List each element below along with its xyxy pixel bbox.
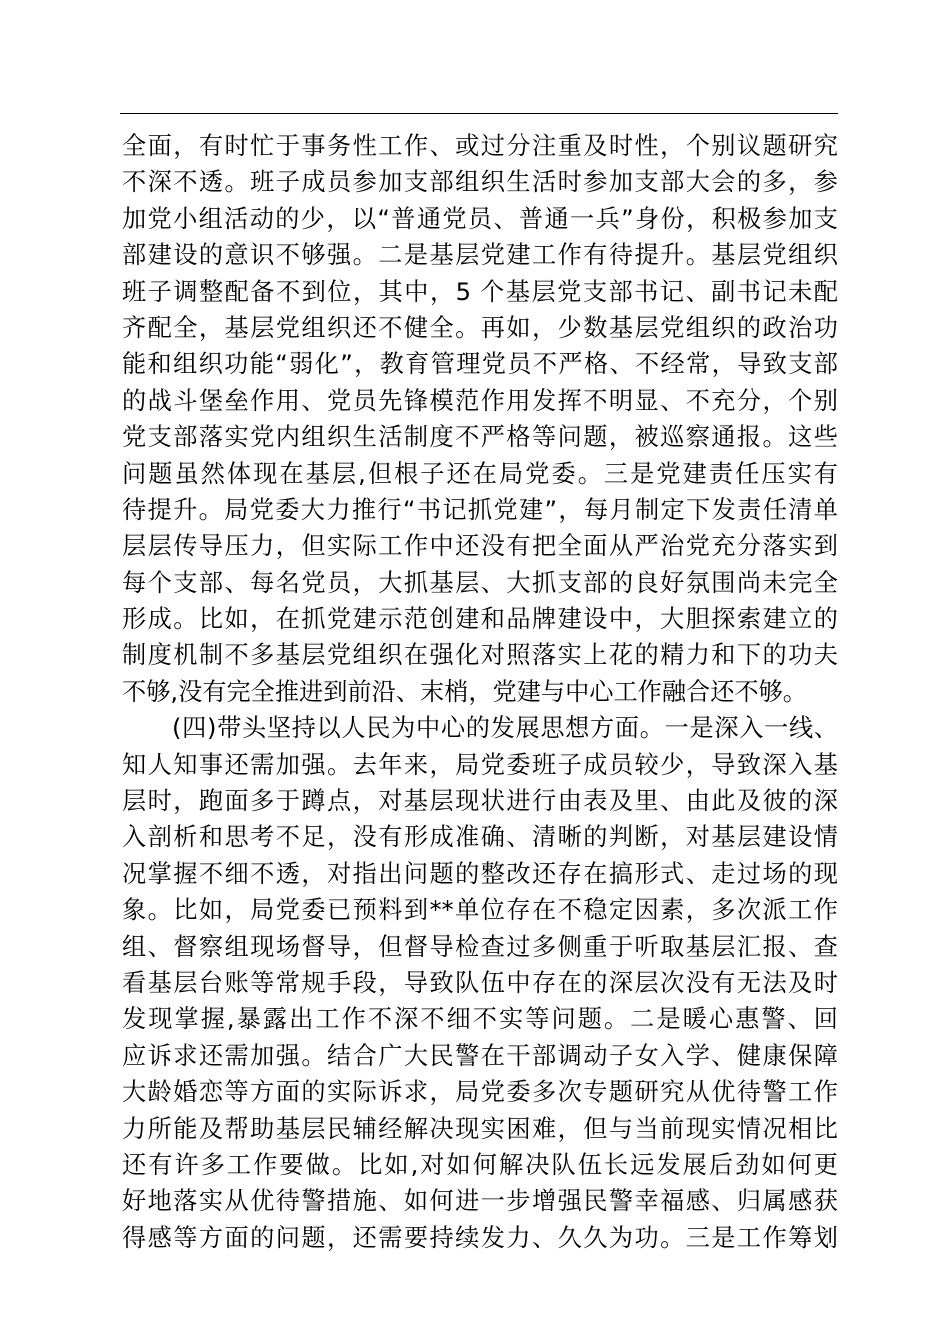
text-line: 能和组织功能“弱化”，教育管理党员不严格、不经常，导致支部 bbox=[122, 350, 838, 379]
text-line: 齐配全，基层党组织还不健全。再如，少数基层党组织的政治功 bbox=[122, 313, 838, 342]
text-line: 每个支部、每名党员，大抓基层、大抓支部的良好氛围尚未完全 bbox=[122, 568, 838, 597]
text-line: 力所能及帮助基层民辅经解决现实困难，但与当前现实情况相比 bbox=[122, 1114, 838, 1143]
text-line: 层层传导压力，但实际工作中还没有把全面从严治党充分落实到 bbox=[122, 532, 838, 561]
text-line: 待提升。局党委大力推行“书记抓党建”，每月制定下发责任清单 bbox=[122, 495, 838, 524]
text-line: 得感等方面的问题，还需要持续发力、久久为功。三是工作筹划 bbox=[122, 1223, 838, 1252]
text-line: 形成。比如，在抓党建示范创建和品牌建设中，大胆探索建立的 bbox=[122, 605, 838, 634]
text-line: 大龄婚恋等方面的实际诉求，局党委多次专题研究从优待警工作 bbox=[122, 1078, 838, 1107]
text-line: 发现掌握,暴露出工作不深不细不实等问题。二是暖心惠警、回 bbox=[122, 1005, 838, 1034]
text-line: 的战斗堡垒作用、党员先锋模范作用发挥不明显、不充分，个别 bbox=[122, 386, 838, 415]
text-line: 应诉求还需加强。结合广大民警在干部调动子女入学、健康保障 bbox=[122, 1041, 838, 1070]
text-line: 还有许多工作要做。比如,对如何解决队伍长远发展后劲如何更 bbox=[122, 1150, 838, 1179]
text-line: 党支部落实党内组织生活制度不严格等问题，被巡察通报。这些 bbox=[122, 423, 838, 452]
text-line: 知人知事还需加强。去年来，局党委班子成员较少，导致深入基 bbox=[122, 750, 838, 779]
paragraph-end-line: 不够,没有完全推进到前沿、末梢，党建与中心工作融合还不够。 bbox=[122, 677, 807, 706]
text-line: 况掌握不细不透，对指出问题的整改还存在搞形式、走过场的现 bbox=[122, 859, 838, 888]
text-line: 象。比如，局党委已预料到**单位存在不稳定因素，多次派工作 bbox=[122, 896, 838, 925]
text-line: 全面，有时忙于事务性工作、或过分注重及时性，个别议题研究 bbox=[122, 132, 838, 160]
body-text bbox=[122, 128, 842, 1256]
text-line: 班子调整配备不到位，其中，5 个基层党支部书记、副书记未配 bbox=[122, 277, 838, 306]
section-heading-line: (四)带头坚持以人民为中心的发展思想方面。一是深入一线、 bbox=[172, 714, 838, 743]
text-line: 层时，跑面多于蹲点，对基层现状进行由表及里、由此及彼的深 bbox=[122, 787, 838, 816]
text-line: 问题虽然体现在基层,但根子还在局党委。三是党建责任压实有 bbox=[122, 459, 838, 488]
header-rule bbox=[120, 113, 838, 114]
text-line: 加党小组活动的少，以“普通党员、普通一兵”身份，积极参加支 bbox=[122, 204, 838, 233]
text-line: 不深不透。班子成员参加支部组织生活时参加支部大会的多，参 bbox=[122, 168, 838, 197]
text-line: 制度机制不多基层党组织在强化对照落实上花的精力和下的功夫 bbox=[122, 641, 838, 670]
text-line: 看基层台账等常规手段，导致队伍中存在的深层次没有无法及时 bbox=[122, 968, 838, 997]
text-line: 好地落实从优待警措施、如何进一步增强民警幸福感、归属感获 bbox=[122, 1187, 838, 1216]
text-line: 入剖析和思考不足，没有形成准确、清晰的判断，对基层建设情 bbox=[122, 823, 838, 852]
text-line: 部建设的意识不够强。二是基层党建工作有待提升。基层党组织 bbox=[122, 241, 838, 270]
text-line: 组、督察组现场督导，但督导检查过多侧重于听取基层汇报、查 bbox=[122, 932, 838, 961]
